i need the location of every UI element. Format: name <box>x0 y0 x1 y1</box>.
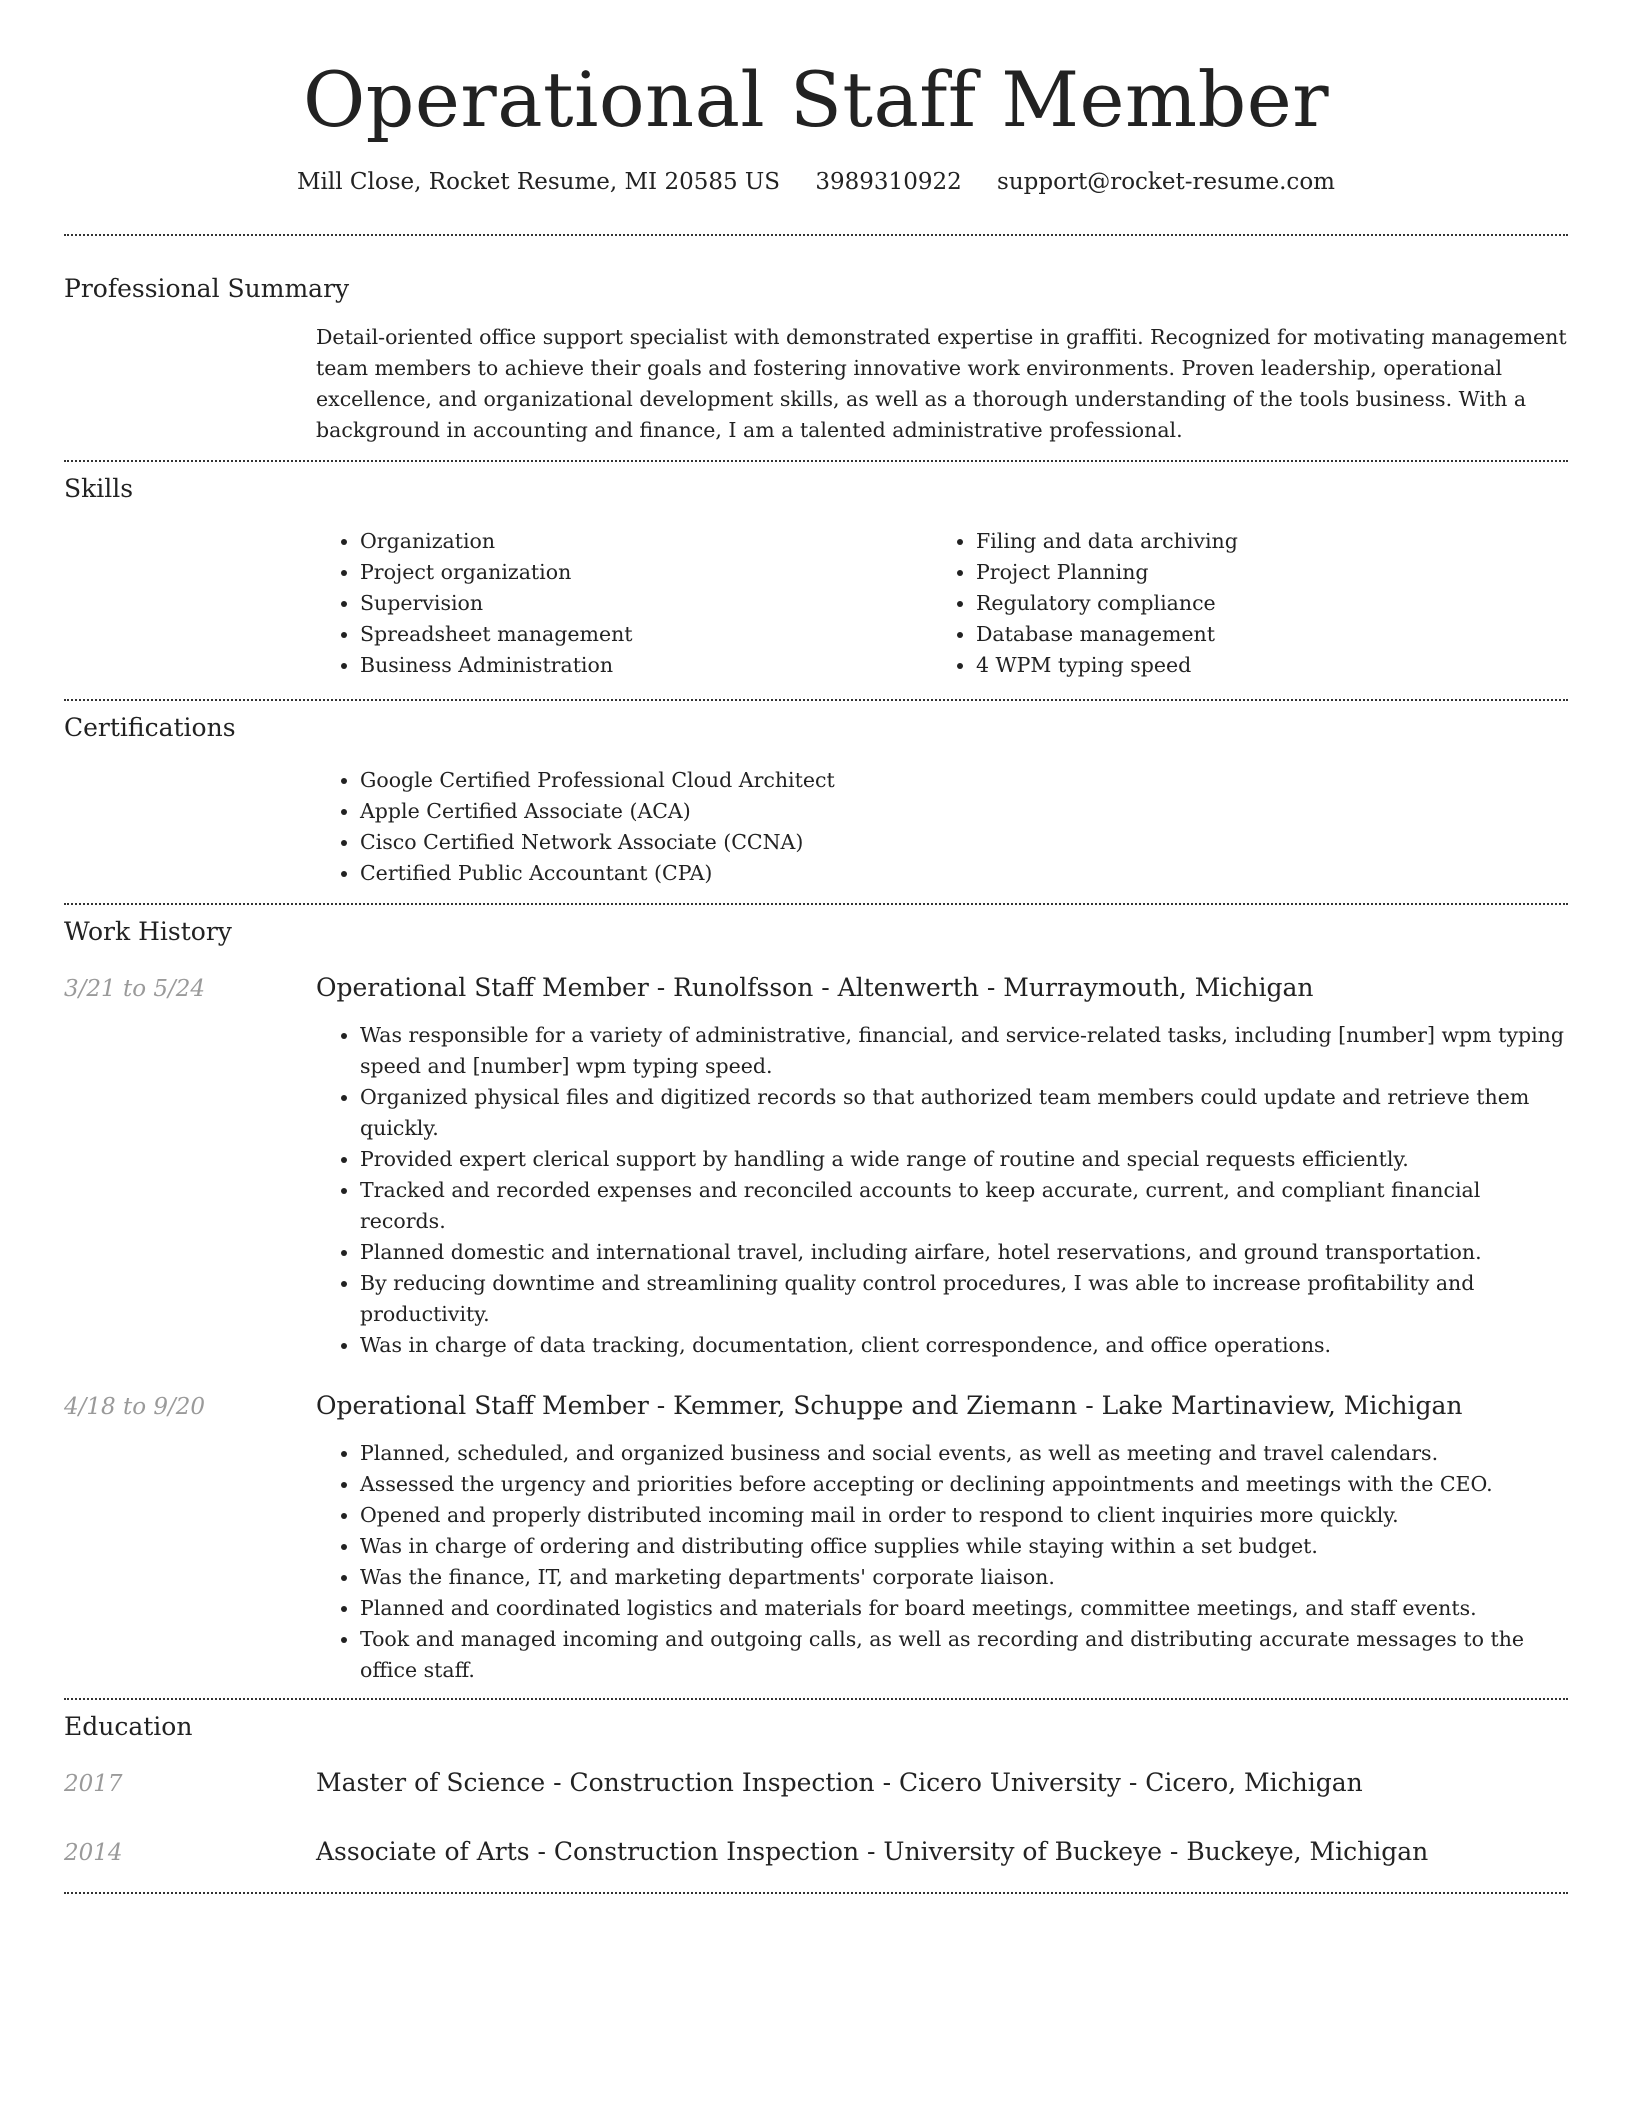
job-bullet: • Planned and coordinated logistics and materials for board meetings, committee meetings, and staff events. <box>360 1593 1568 1624</box>
certification-item: • Google Certified Professional Cloud Architect <box>360 765 1568 796</box>
certification-item: • Apple Certified Associate (ACA) <box>360 796 1568 827</box>
job-bullet: • Tracked and recorded expenses and reconciled accounts to keep accurate, current, and compliant financial records. <box>360 1175 1568 1237</box>
work-title: Work History <box>64 917 232 946</box>
certifications-title: Certifications <box>64 713 236 742</box>
job-heading: Operational Staff Member - Kemmer, Schuppe and Ziemann - Lake Martinaview, Michigan <box>316 1391 1463 1420</box>
education-entry <box>64 1835 1568 1870</box>
job-entry <box>64 1389 1568 1686</box>
skills-title: Skills <box>64 474 134 503</box>
job-bullet: • Assessed the urgency and priorities before accepting or declining appointments and meetings with the CEO. <box>360 1469 1568 1500</box>
job-bullet: • Was the finance, IT, and marketing departments' corporate liaison. <box>360 1562 1568 1593</box>
job-bullet: • Was in charge of ordering and distributing office supplies while staying within a set budget. <box>360 1531 1568 1562</box>
job-header <box>64 1389 1568 1424</box>
job-details <box>316 1438 1568 1686</box>
certifications-list <box>316 765 1568 889</box>
job-bullet: • Was in charge of data tracking, documentation, client correspondence, and office operations. <box>360 1330 1568 1361</box>
skills-section <box>64 462 1568 681</box>
job-bullet: • Planned domestic and international travel, including airfare, hotel reservations, and ground transportation. <box>360 1237 1568 1268</box>
certifications-section <box>64 701 1568 889</box>
resume-header <box>64 0 1568 198</box>
skills-list <box>316 526 1568 681</box>
education-heading: Associate of Arts - Construction Inspection - University of Buckeye - Buckeye, Michigan <box>316 1837 1429 1866</box>
job-bullets <box>316 1438 1568 1686</box>
job-heading: Operational Staff Member - Runolfsson - Altenwerth - Murraymouth, Michigan <box>316 973 1314 1002</box>
skill-item: • Spreadsheet management <box>360 619 932 650</box>
summary-title: Professional Summary <box>64 274 350 303</box>
job-bullet: • Provided expert clerical support by handling a wide range of routine and special requests efficiently. <box>360 1144 1568 1175</box>
job-bullet: • Opened and properly distributed incoming mail in order to respond to client inquiries more quickly. <box>360 1500 1568 1531</box>
job-bullets <box>316 1020 1568 1361</box>
education-title: Education <box>64 1712 193 1741</box>
job-entry <box>64 971 1568 1361</box>
job-bullet: • Planned, scheduled, and organized business and social events, as well as meeting and travel calendars. <box>360 1438 1568 1469</box>
job-dates: 4/18 to 9/20 <box>64 1394 206 1420</box>
skill-item: • Filing and data archiving <box>976 526 1548 557</box>
education-heading: Master of Science - Construction Inspection - Cicero University - Cicero, Michigan <box>316 1768 1363 1797</box>
skills-column-right <box>932 526 1548 681</box>
skills-column-left <box>316 526 932 681</box>
summary-section <box>64 236 1568 446</box>
job-bullet: • Was responsible for a variety of administrative, financial, and service-related tasks, including [number] wpm typing speed and [number] wpm typing speed. <box>360 1020 1568 1082</box>
skill-item: • 4 WPM typing speed <box>976 650 1548 681</box>
contact-email: support@rocket-resume.com <box>997 169 1335 195</box>
summary-content <box>316 322 1568 446</box>
job-bullet: • Took and managed incoming and outgoing calls, as well as recording and distributing accurate messages to the office staff. <box>360 1624 1568 1686</box>
job-header <box>64 971 1568 1006</box>
skill-item: • Supervision <box>360 588 932 619</box>
skill-item: • Business Administration <box>360 650 932 681</box>
education-year: 2017 <box>64 1771 123 1797</box>
skill-item: • Organization <box>360 526 932 557</box>
job-dates: 3/21 to 5/24 <box>64 976 206 1002</box>
education-section <box>64 1700 1568 1870</box>
contact-address: Mill Close, Rocket Resume, MI 20585 US <box>297 169 781 195</box>
candidate-name: Operational Staff Member <box>302 55 1330 144</box>
education-entry <box>64 1766 1568 1801</box>
job-bullet: • Organized physical files and digitized records so that authorized team members could update and retrieve them quickly. <box>360 1082 1568 1144</box>
skill-item: • Regulatory compliance <box>976 588 1548 619</box>
job-details <box>316 1020 1568 1361</box>
certification-item: • Cisco Certified Network Associate (CCNA) <box>360 827 1568 858</box>
work-section <box>64 905 1568 1686</box>
certification-item: • Certified Public Accountant (CPA) <box>360 858 1568 889</box>
contact-line <box>64 166 1568 198</box>
skill-item: • Database management <box>976 619 1548 650</box>
education-divider <box>64 1892 1568 1894</box>
skill-item: • Project Planning <box>976 557 1548 588</box>
education-year: 2014 <box>64 1840 123 1866</box>
summary-text: Detail-oriented office support specialist with demonstrated expertise in graffiti. Recognized for motivating management team members to achieve their goals and fostering innovative work environments. Proven leadership, operational excellence, and organizational development skills, as well as a thorough understanding of the tools business. With a background in accounting and finance, I am a talented administrative professional. <box>316 325 1567 442</box>
certifications-content <box>316 765 1568 889</box>
skill-item: • Project organization <box>360 557 932 588</box>
contact-phone: 3989310922 <box>815 169 962 195</box>
job-bullet: • By reducing downtime and streamlining quality control procedures, I was able to increase profitability and productivity. <box>360 1268 1568 1330</box>
